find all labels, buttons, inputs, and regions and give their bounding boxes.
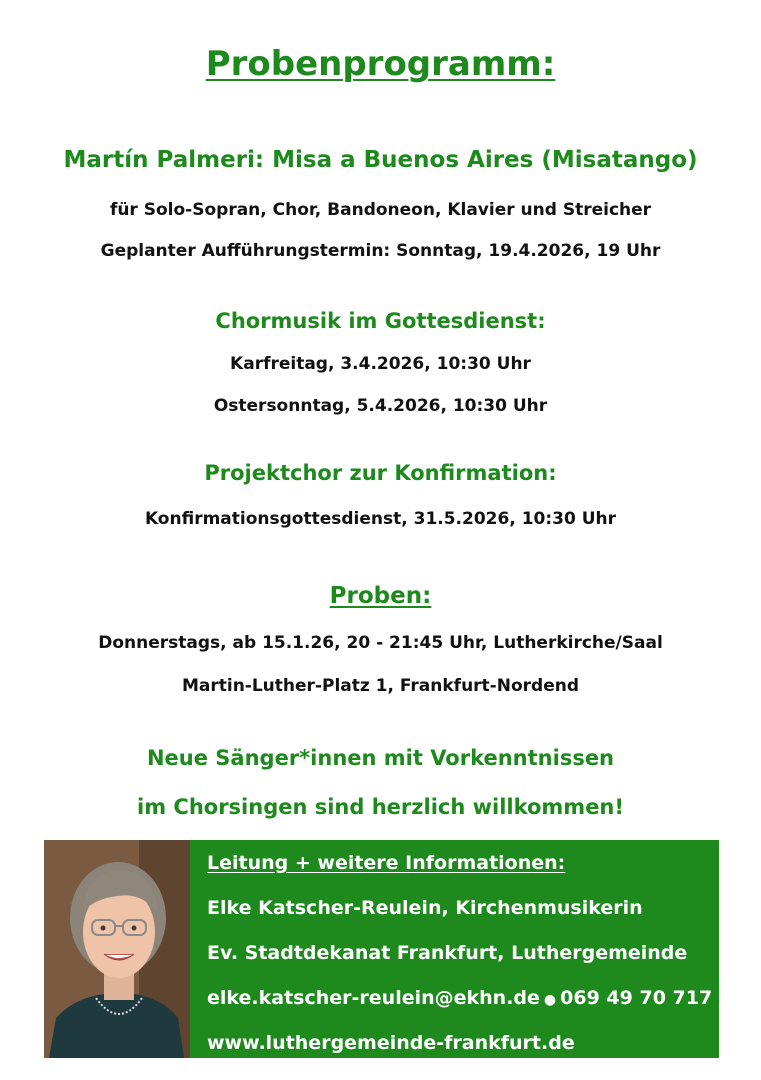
contact-email-phone (207, 985, 712, 1030)
confirmation-heading: Projektchor zur Konfirmation: (204, 461, 557, 485)
contact-website[interactable]: www.luthergemeinde-frankfurt.de (207, 1032, 575, 1054)
contact-email[interactable]: elke.katscher-reulein@ekhn.de (207, 987, 540, 1009)
services-heading: Chormusik im Gottesdienst: (215, 309, 546, 333)
service-date-easter: Ostersonntag, 5.4.2026, 10:30 Uhr (213, 396, 548, 416)
bullet-separator: ● (543, 992, 557, 1008)
invitation-line-2: im Chorsingen sind herzlich willkommen! (137, 795, 624, 819)
rehearsals-heading: Proben: (329, 583, 432, 609)
page-title: Probenprogramm: (205, 44, 556, 84)
rehearsal-schedule: Donnerstags, ab 15.1.26, 20 - 21:45 Uhr, Lutherkirche/Saal (98, 633, 663, 653)
contact-details (207, 850, 712, 1075)
contact-phone[interactable]: 069 49 70 717 (560, 987, 713, 1009)
work-scoring: für Solo-Sopran, Chor, Bandoneon, Klavier und Streicher (109, 200, 652, 220)
confirmation-date: Konfirmationsgottesdienst, 31.5.2026, 10:30 Uhr (144, 509, 617, 529)
performance-date: Geplanter Aufführungstermin: Sonntag, 19.4.2026, 19 Uhr (100, 241, 661, 261)
service-date-good-friday: Karfreitag, 3.4.2026, 10:30 Uhr (230, 354, 531, 374)
contact-box (44, 840, 719, 1058)
invitation-line-1: Neue Sänger*innen mit Vorkenntnissen (146, 746, 615, 770)
contact-heading: Leitung + weitere Informationen: (207, 852, 566, 874)
contact-name: Elke Katscher-Reulein, Kirchenmusikerin (207, 897, 643, 919)
portrait-illustration (44, 840, 190, 1058)
work-title: Martín Palmeri: Misa a Buenos Aires (Misatango) (63, 147, 698, 173)
rehearsal-address: Martin-Luther-Platz 1, Frankfurt-Nordend (181, 676, 580, 696)
portrait-photo (44, 840, 190, 1058)
contact-organization: Ev. Stadtdekanat Frankfurt, Luthergemeinde (207, 942, 688, 964)
